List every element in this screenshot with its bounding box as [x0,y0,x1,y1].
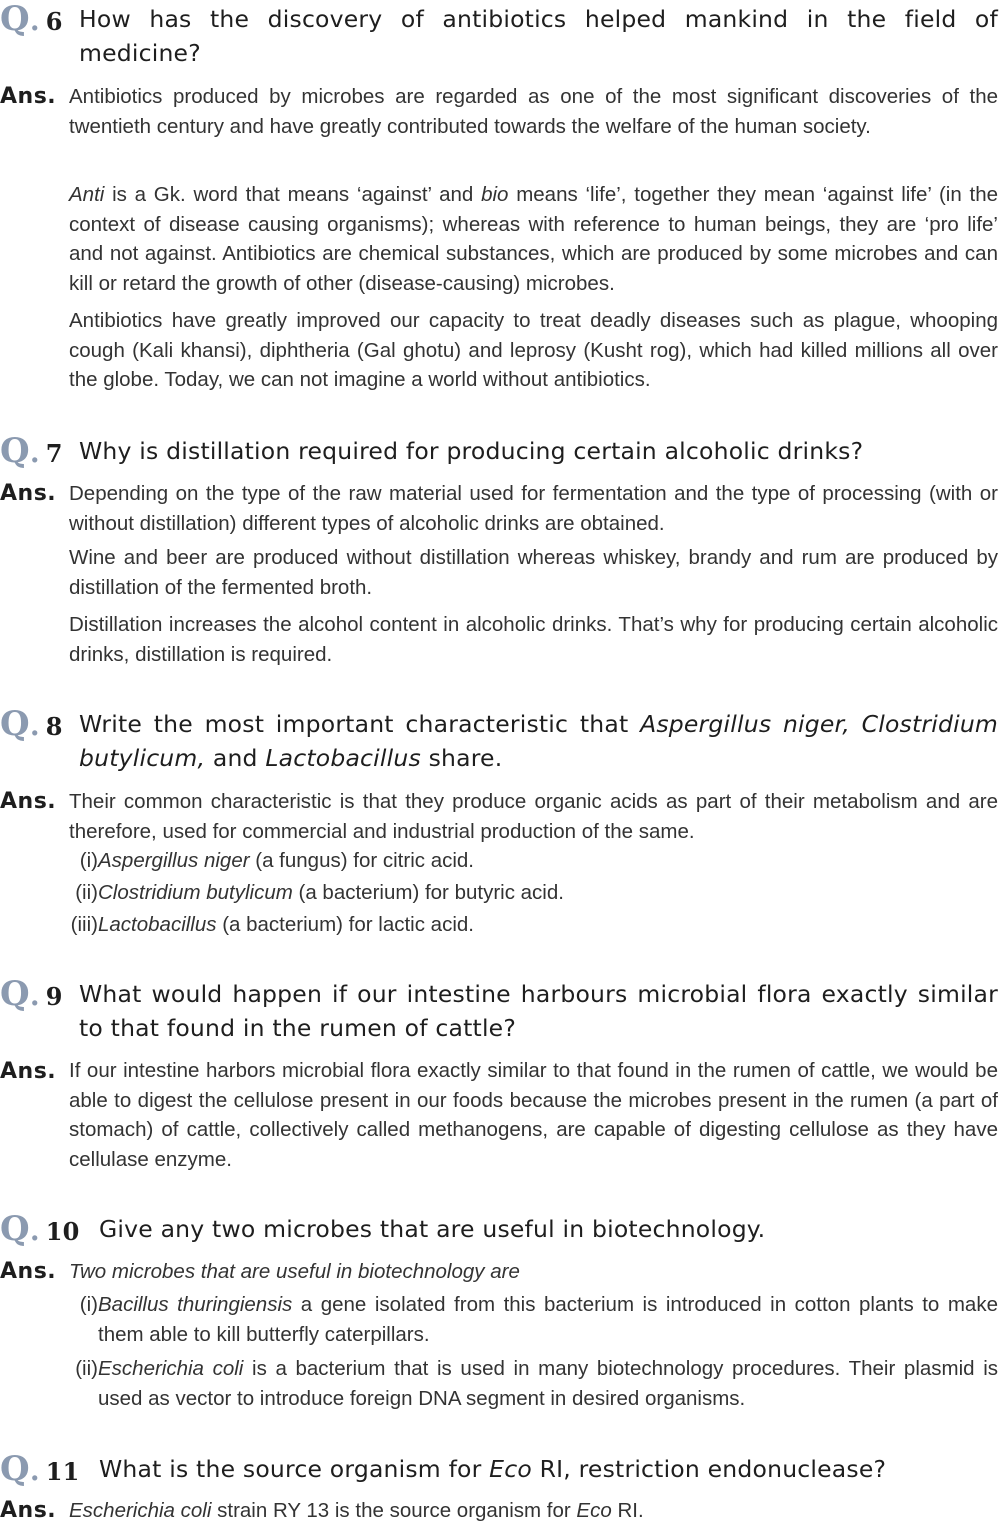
answer-paragraph: Depending on the type of the raw material used for fermentation and the type of processing (with or without distillation) different types of alcoholic drinks are obtained. [69,482,998,535]
question-marker: Q. 8 [0,704,63,744]
question-10 [0,1209,998,1249]
answer-label: Ans. [0,1059,57,1084]
question-marker: Q. 6 [0,0,63,39]
list-item: (i) Aspergillus niger (a fungus) for citric acid. [60,846,998,876]
question-number: 6 [45,7,63,36]
italic-term: Escherichia coli [69,1499,212,1522]
answer-label: Ans. [0,1498,57,1523]
question-number: 10 [45,1217,80,1246]
list-item: (i) Bacillus thuringiensis a gene isolated from this bacterium is introduced in cotton plants to make them able to kill butterfly caterpillars. [60,1290,998,1320]
italic-term: Eco [489,1455,532,1483]
list-numeral: (iii) [70,913,98,936]
answer-paragraph: Distillation increases the alcohol content in alcoholic drinks. That’s why for producing certain alcoholic drinks, distillation is required. [69,613,998,666]
question-marker: Q. 11 [0,1449,80,1489]
question-marker: Q. 9 [0,974,63,1014]
italic-term: Aspergillus niger, Clostridium butylicum, [79,710,999,772]
question-text: Why is distillation required for producing certain alcoholic drinks? [79,437,864,465]
question-marker: Q. 7 [0,431,63,471]
italic-term: bio [481,183,509,206]
question-8 [0,704,999,775]
answer-paragraph: Their common characteristic is that they produce organic acids as part of their metabolism and are therefore, used for commercial and industrial production of the same. [69,790,998,843]
italic-term: Aspergillus niger [98,849,250,872]
question-9 [0,974,998,1045]
question-number: 9 [45,982,63,1011]
italic-term: Clostridium butylicum [98,881,293,904]
italic-term: Lactobacillus [265,744,421,772]
answer-label: Ans. [0,789,57,814]
question-marker: Q. 10 [0,1209,80,1249]
answer-paragraph: Antibiotics produced by microbes are regarded as one of the most significant discoveries of the twentieth century and have greatly contributed towards the welfare of the human society. [69,85,998,138]
list-numeral: (ii) [75,881,98,904]
list-item: (iii) Lactobacillus (a bacterium) for lactic acid. [60,910,998,940]
answer-intro: Two microbes that are useful in biotechnology are [69,1260,520,1283]
question-7 [0,431,998,471]
answer-paragraph: Antibiotics have greatly improved our capacity to treat deadly diseases such as plague, whooping cough (Kali khansi), diphtheria (Gal ghotu) and leprosy (Kusht rog), which had killed millions all over the globe. Today, we can not imagine a world without antibiotics. [69,309,998,391]
italic-term: Anti [69,183,105,206]
list-numeral: (i) [79,849,98,872]
list-item: (ii) Escherichia coli is a bacterium that is used in many biotechnology procedures. Their plasmid is used as vector to introduce foreign DNA segment in desired organisms. [60,1354,998,1384]
list-numeral: (i) [79,1293,98,1316]
question-text: What is the source organism for Eco RI, restriction endonuclease? [99,1455,887,1483]
answer-paragraph: If our intestine harbors microbial flora exactly similar to that found in the rumen of cattle, we would be able to digest the cellulose present in our foods because the microbes present in the rumen (a part of stomach) of cattle, collectively called methanogens, are capable of digesting cellulose as they have cellulase enzyme. [69,1059,998,1171]
question-6 [0,2,998,70]
answer-paragraph: Escherichia coli strain RY 13 is the source organism for Eco RI. [69,1499,644,1522]
answer-paragraph: Anti is a Gk. word that means ‘against’ and bio means ‘life’, together they mean ‘against life’ (in the context of disease causing organisms); whereas with reference to human beings, they are ‘pro life’ and not against. Antibiotics are chemical substances, which are produced by some microbes and can kill or retard the growth of other (disease-causing) microbes. [69,183,998,295]
answer-label: Ans. [0,1259,57,1284]
question-text: What would happen if our intestine harbours microbial flora exactly similar to that found in the rumen of cattle? [79,980,998,1042]
question-text: Give any two microbes that are useful in biotechnology. [99,1215,766,1243]
list-item: (ii) Clostridium butylicum (a bacterium) for butyric acid. [60,878,998,908]
question-number: 8 [45,712,63,741]
italic-term: Eco [576,1499,612,1522]
question-number: 7 [45,439,63,468]
question-text: Write the most important characteristic that Aspergillus niger, Clostridium butylicum, and Lactobacillus share. [79,710,999,772]
list-numeral: (ii) [75,1357,98,1380]
answer-label: Ans. [0,84,57,109]
question-11 [0,1449,998,1489]
question-text: How has the discovery of antibiotics helped mankind in the field of medicine? [79,5,998,67]
answer-label: Ans. [0,481,57,506]
italic-term: Bacillus thuringiensis [98,1293,293,1316]
answer-paragraph: Wine and beer are produced without distillation whereas whiskey, brandy and rum are produced by distillation of the fermented broth. [69,546,998,599]
question-number: 11 [45,1457,80,1486]
italic-term: Lactobacillus [98,913,217,936]
italic-term: Escherichia coli [98,1357,244,1380]
